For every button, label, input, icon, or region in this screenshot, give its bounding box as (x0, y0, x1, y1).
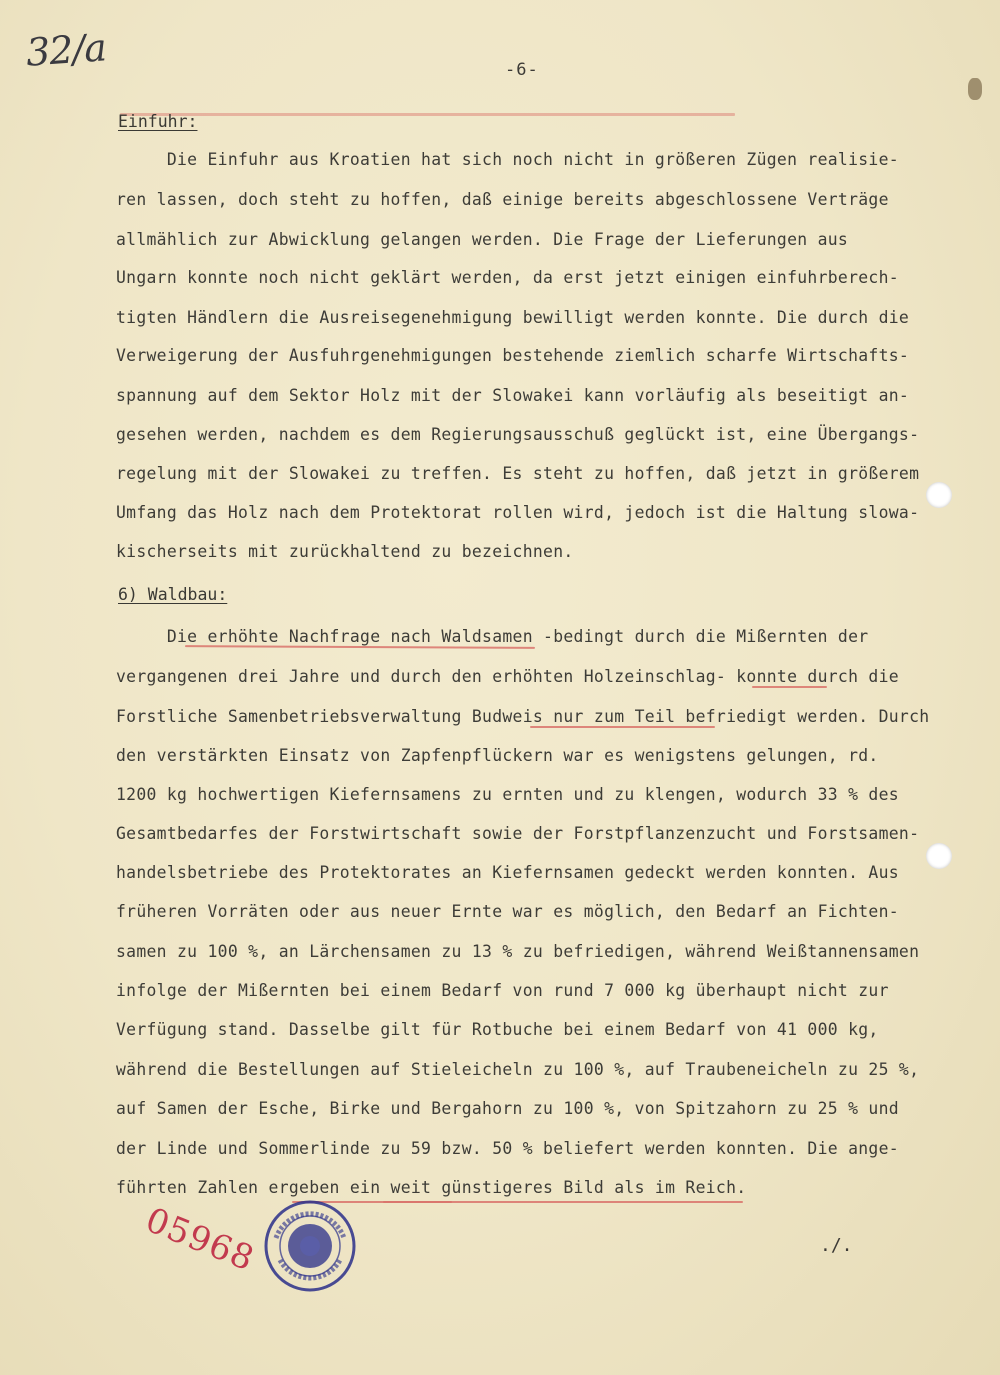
text-line: gesehen werden, nachdem es dem Regierungsausschuß geglückt ist, eine Übergangs- (116, 425, 920, 444)
punch-hole (926, 482, 952, 508)
text-line: Die erhöhte Nachfrage nach Waldsamen -bedingt durch die Mißernten der (116, 627, 869, 646)
page-number: -6- (505, 60, 539, 80)
section-heading-waldbau: 6) Waldbau: (118, 585, 228, 604)
red-underline (120, 113, 735, 116)
text-line: infolge der Mißernten bei einem Bedarf von rund 7 000 kg überhaupt nicht zur (116, 981, 889, 1000)
text-line: der Linde und Sommerlinde zu 59 bzw. 50 % beliefert werden konnten. Die ange- (116, 1139, 899, 1158)
text-line: kischerseits mit zurückhaltend zu bezeichnen. (116, 542, 574, 561)
red-underline (383, 1201, 743, 1203)
text-line: regelung mit der Slowakei zu treffen. Es steht zu hoffen, daß jetzt in größerem (116, 464, 920, 483)
section-heading-einfuhr: Einfuhr: (118, 112, 198, 131)
text-line: Ungarn konnte noch nicht geklärt werden, da erst jetzt einigen einfuhrberech- (116, 268, 899, 287)
text-line: während die Bestellungen auf Stieleicheln zu 100 %, auf Traubeneicheln zu 25 %, (116, 1060, 920, 1079)
text-line: 1200 kg hochwertigen Kiefernsamens zu ernten und zu klengen, wodurch 33 % des (116, 785, 899, 804)
text-line: den verstärkten Einsatz von Zapfenpflückern war es wenigstens gelungen, rd. (116, 746, 879, 765)
text-line: auf Samen der Esche, Birke und Bergahorn zu 100 %, von Spitzahorn zu 25 % und (116, 1099, 899, 1118)
text-line: allmählich zur Abwicklung gelangen werden. Die Frage der Lieferungen aus (116, 230, 849, 249)
text-line: Die Einfuhr aus Kroatien hat sich noch nicht in größeren Zügen realisie- (116, 150, 899, 169)
text-line: ren lassen, doch steht zu hoffen, daß einige bereits abgeschlossene Verträge (116, 190, 889, 209)
archive-stamp (262, 1198, 358, 1294)
continuation-mark: ./. (820, 1235, 853, 1256)
text-line: tigten Händlern die Ausreisegenehmigung bewilligt werden konnte. Die durch die (116, 308, 910, 327)
text-line: spannung auf dem Sektor Holz mit der Slowakei kann vorläufig als beseitigt an- (116, 386, 910, 405)
text-line: handelsbetriebe des Protektorates an Kiefernsamen gedeckt werden konnten. Aus (116, 863, 899, 882)
text-line: Verweigerung der Ausfuhrgenehmigungen bestehende ziemlich scharfe Wirtschafts- (116, 346, 910, 365)
text-line: Gesamtbedarfes der Forstwirtschaft sowie der Forstpflanzenzucht und Forstsamen- (116, 824, 920, 843)
text-line: führten Zahlen ergeben ein weit günstigeres Bild als im Reich. (116, 1178, 747, 1197)
text-line: vergangenen drei Jahre und durch den erhöhten Holzeinschlag- konnte durch die (116, 667, 899, 686)
text-line: früheren Vorräten oder aus neuer Ernte war es möglich, den Bedarf an Fichten- (116, 902, 899, 921)
text-line: Verfügung stand. Dasselbe gilt für Rotbuche bei einem Bedarf von 41 000 kg, (116, 1020, 879, 1039)
archive-number: 05968 (140, 1200, 260, 1280)
text-line: Umfang das Holz nach dem Protektorat rollen wird, jedoch ist die Haltung slowa- (116, 503, 920, 522)
punch-hole (926, 843, 952, 869)
handwritten-folio-mark: 32/a (24, 25, 108, 75)
text-line: Forstliche Samenbetriebsverwaltung Budweis nur zum Teil befriedigt werden. Durch (116, 707, 930, 726)
text-line: samen zu 100 %, an Lärchensamen zu 13 % zu befriedigen, während Weißtannensamen (116, 942, 920, 961)
paper-stain (968, 78, 982, 100)
